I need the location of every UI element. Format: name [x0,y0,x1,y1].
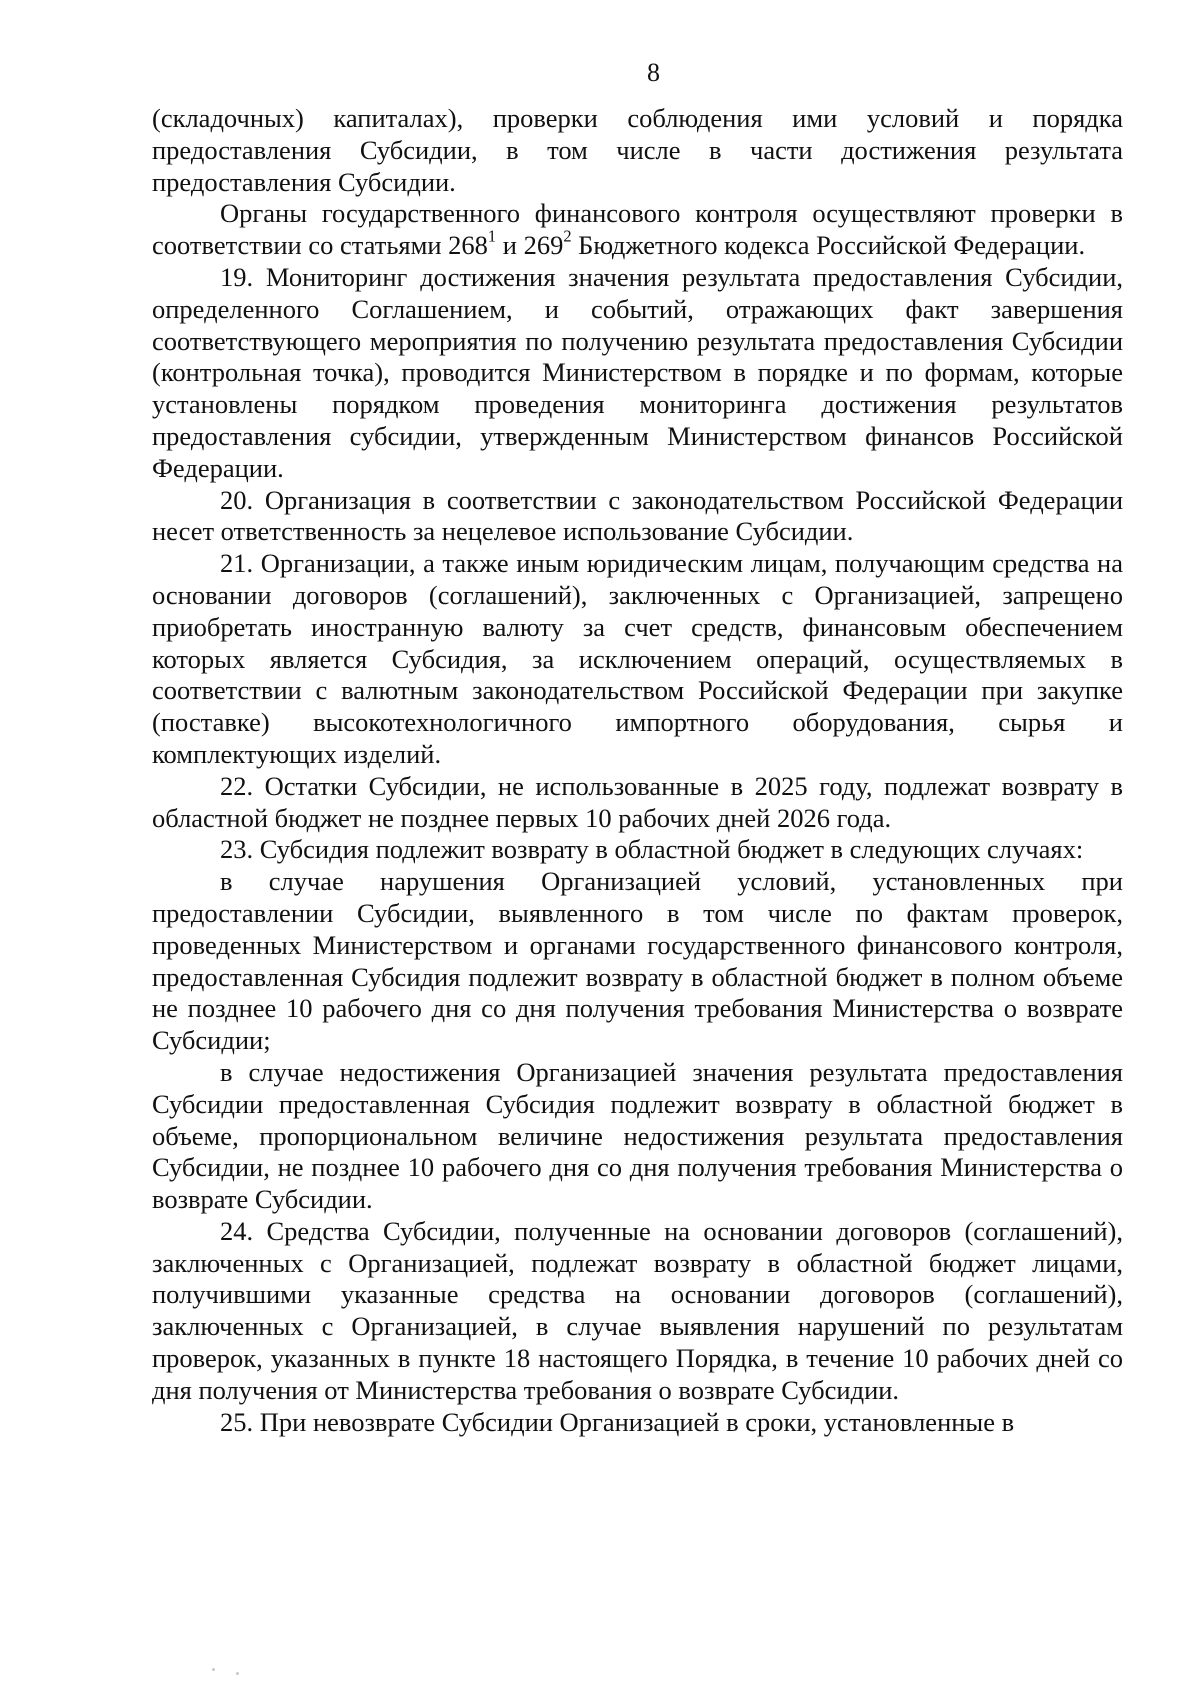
paragraph-23-case-nonachievement: в случае недостижения Организацией значения результата предоставления Субсидии предоставленная Субсидия подлежит возврату в областной бюджет в объеме, пропорциональном величине недостижения результата предоставления Субсидии, не позднее 10 рабочего дня со дня получения требования Министерства о возврате Субсидии. [152,1056,1123,1215]
superscript-article-269: 2 [563,226,572,246]
superscript-article-268: 1 [487,226,497,246]
paragraph-audit-bodies-text-a: Органы государственного финансового контроля осуществляют проверки в соответствии со статьями 268 [152,198,1123,261]
page-number: 8 [647,58,660,87]
paragraph-23-case-violation: в случае нарушения Организацией условий, установленных при предоставлении Субсидии, выявленного в том числе по фактам проверок, проведенных Министерством и органами государственного финансового контроля, предоставленная Субсидия подлежит возврату в областной бюджет в полном объеме не позднее 10 рабочего дня со дня получения требования Министерства о возврате Субсидии; [152,866,1123,1056]
paragraph-20: 20. Организация в соответствии с законодательством Российской Федерации несет ответственность за нецелевое использование Субсидии. [152,484,1123,547]
paragraph-25: 25. При невозврате Субсидии Организацией в сроки, установленные в [220,1406,1015,1437]
paragraph-audit-bodies [152,198,1123,262]
paragraph-23: 23. Субсидия подлежит возврату в областной бюджет в следующих случаях: [220,834,1084,865]
paragraph-24: 24. Средства Субсидии, полученные на основании договоров (соглашений), заключенных с Организацией, подлежат возврату в областной бюджет лицами, получившими указанные средства на основании договоров (соглашений), заключенных с Организацией, в случае выявления нарушений по результатам проверок, указанных в пункте 18 настоящего Порядка, в течение 10 рабочих дней со дня получения от Министерства требования о возврате Субсидии. [152,1215,1123,1405]
paragraph-19: 19. Мониторинг достижения значения результата предоставления Субсидии, определенного Соглашением, и событий, отражающих факт завершения соответствующего мероприятия по получению результата предоставления Субсидии (контрольная точка), проводится Министерством в порядке и по формам, которые установлены порядком проведения мониторинга достижения результатов предоставления субсидии, утвержденным Министерством финансов Российской Федерации. [152,261,1123,483]
paragraph-22: 22. Остатки Субсидии, не использованные в 2025 году, подлежат возврату в областной бюджет не позднее первых 10 рабочих дней 2026 года. [152,770,1123,833]
paragraph-audit-bodies-text-b: и 269 [496,230,564,261]
paragraph-21: 21. Организации, а также иным юридическим лицам, получающим средства на основании договоров (соглашений), заключенных с Организацией, запрещено приобретать иностранную валюту за счет средств, финансовым обеспечением которых является Субсидия, за исключением операций, осуществляемых в соответствии с валютным законодательством Российской Федерации при закупке (поставке) высокотехнологичного импортного оборудования, сырья и комплектующих изделий. [152,548,1123,769]
scan-speck [212,1668,215,1671]
scan-speck [236,1672,239,1675]
paragraph-continuation: (складочных) капиталах), проверки соблюдения ими условий и порядка предоставления Субсидии, в том числе в части достижения результата предоставления Субсидии. [152,103,1123,197]
document-body [152,103,1123,1438]
paragraph-audit-bodies-text-c: Бюджетного кодекса Российской Федерации. [571,230,1086,261]
